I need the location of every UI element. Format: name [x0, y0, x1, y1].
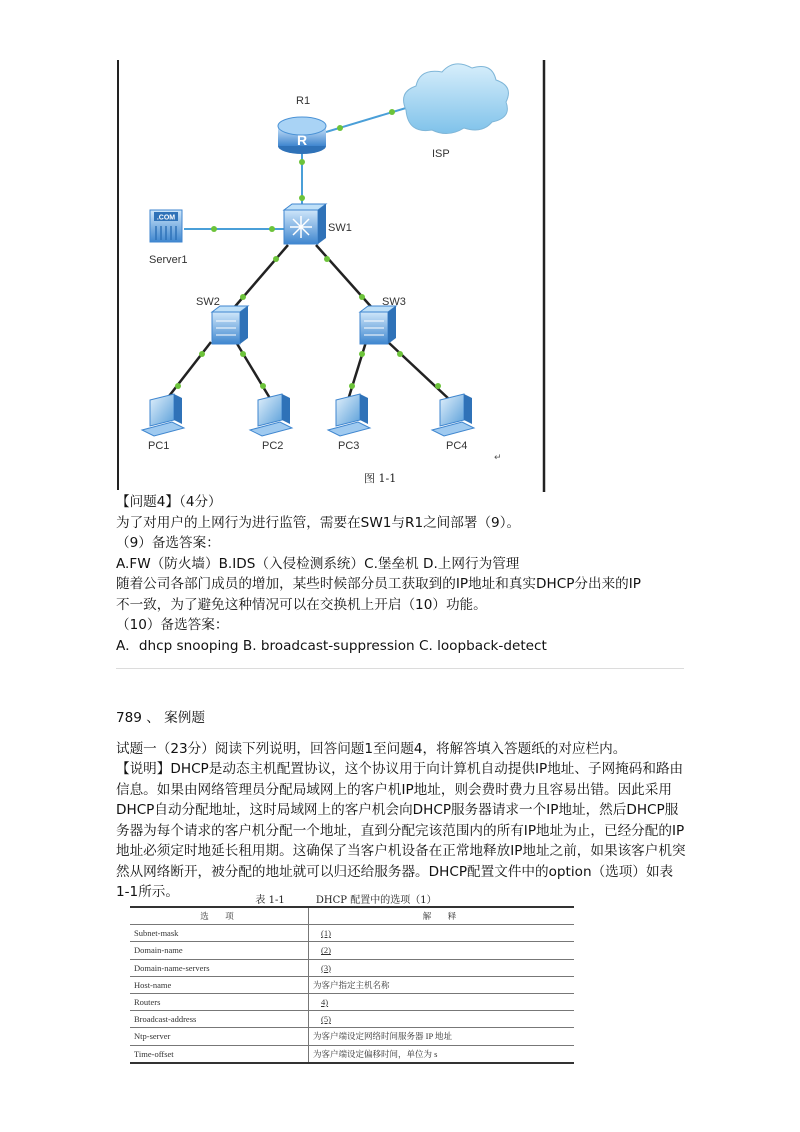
pc-icon-pc3 — [328, 394, 370, 436]
case-description: 【说明】DHCP是动态主机配置协议，这个协议用于向计算机自动提供IP地址、子网掩码和路由信息。如果由网络管理员分配局域网上的客户机IP地址，则会费时费力且容易出错。因此采用DHCP自动分配地址，这时局域网上的客户机会向DHCP服务器请求一个IP地址，然后DHCP服务器为每个请求的客户机分配一个地址，直到分配完该范围内的所有IP地址为止，已经分配的IP地址必须定时地延长租用期。这确保了当客户机设备在正常地释放IP地址之前，如果该客户机突然从网络断开，被分配的地址就可以归还给服务器。DHCP配置文件中的option（选项）如表1-1所示。 — [116, 761, 686, 900]
table-row — [130, 959, 574, 976]
sw1-label: SW1 — [328, 222, 352, 234]
pc1-label: PC1 — [148, 440, 170, 452]
option-cell: Routers — [130, 993, 309, 1010]
r1-label: R1 — [296, 95, 311, 107]
q4-line-2: （9）备选答案： — [116, 535, 220, 551]
sw3-label: SW3 — [382, 296, 406, 308]
link-sw3-pc4 — [388, 342, 450, 400]
description-cell: (2) — [321, 945, 331, 956]
table-row — [130, 925, 574, 942]
table-row — [130, 976, 574, 993]
q4-line-1: 为了对用户的上网行为进行监管，需要在SW1与R1之间部署（9）。 — [116, 514, 521, 531]
switch-icon-sw3 — [360, 306, 396, 344]
server-icon — [150, 210, 182, 242]
option-cell: Domain-name — [130, 942, 309, 959]
question-4-block — [116, 492, 686, 656]
server-screen-text: .COM — [156, 214, 176, 222]
spacer — [116, 729, 686, 739]
table-row — [130, 942, 574, 959]
case-intro: 试题一（23分）阅读下列说明，回答问题1至问题4，将解答填入答题纸的对应栏内。 — [116, 740, 627, 757]
figure-caption: 图 1-1 — [364, 472, 397, 485]
table-row — [130, 993, 574, 1010]
pc-icon-pc1 — [142, 394, 184, 436]
option-cell: Host-name — [130, 976, 309, 993]
header-description: 解 释 — [309, 907, 575, 925]
sw2-label: SW2 — [196, 296, 220, 308]
link-sw1-sw2 — [232, 245, 288, 310]
q4-line-6: （10）备选答案： — [116, 617, 229, 633]
description-cell: (1) — [321, 928, 331, 939]
option-cell: Time-offset — [130, 1045, 309, 1063]
return-mark-icon: ↵ — [494, 453, 502, 463]
link-sw2-pc2 — [236, 342, 271, 400]
link-sw2-pc1 — [166, 342, 211, 400]
option-cell: Broadcast-address — [130, 1011, 309, 1028]
option-cell: Domain-name-servers — [130, 959, 309, 976]
option-cell: Subnet-mask — [130, 925, 309, 942]
network-topology-figure — [116, 60, 548, 492]
table-row — [130, 1045, 574, 1063]
q4-line-7: A．dhcp snooping B. broadcast-suppression C. loopback-detect — [116, 637, 547, 654]
dhcp-options-table — [130, 906, 574, 1064]
router-icon — [278, 117, 326, 154]
table-row — [130, 1028, 574, 1045]
option-cell: Ntp-server — [130, 1028, 309, 1045]
table-number: 表 1-1 — [255, 895, 285, 906]
description-cell: (5) — [321, 1014, 331, 1025]
svg-text:R: R — [296, 132, 308, 148]
isp-cloud-icon — [404, 64, 509, 134]
switch-icon-sw2 — [212, 306, 248, 344]
link-sw1-sw3 — [316, 245, 374, 310]
pc3-label: PC3 — [338, 440, 360, 452]
core-switch-icon — [284, 204, 326, 244]
case-number: 789 、 案例题 — [116, 710, 205, 726]
q4-heading: 【问题4】（4分） — [116, 494, 222, 510]
q4-line-3: A.FW（防火墙）B.IDS（入侵检测系统）C.堡垒机 D.上网行为管理 — [116, 555, 520, 572]
description-cell: 为客户指定主机名称 — [309, 976, 575, 993]
pc-icon-pc2 — [250, 394, 292, 436]
q4-line-4: 随着公司各部门成员的增加，某些时候部分员工获取到的IP地址和真实DHCP分出来的IP — [116, 576, 641, 592]
description-cell: 为客户端设定偏移时间，单位为 s — [309, 1045, 575, 1063]
link-sw3-pc3 — [348, 342, 366, 400]
server1-label: Server1 — [149, 254, 188, 266]
pc4-label: PC4 — [446, 440, 468, 452]
description-cell: 4) — [321, 997, 329, 1008]
q4-line-5: 不一致，为了避免这种情况可以在交换机上开启（10）功能。 — [116, 596, 487, 613]
isp-label: ISP — [432, 148, 450, 160]
section-divider — [116, 668, 684, 669]
table-title: DHCP 配置中的选项（1） — [315, 895, 437, 906]
description-cell: (3) — [321, 962, 331, 973]
table-row — [130, 1011, 574, 1028]
dhcp-options-table-figure — [118, 891, 574, 1063]
case-question-block — [116, 708, 686, 903]
pc2-label: PC2 — [262, 440, 284, 452]
pc-icon-pc4 — [432, 394, 474, 436]
table-caption — [118, 891, 574, 906]
header-option: 选 项 — [130, 907, 309, 925]
description-cell: 为客户端设定网络时间服务器 IP 地址 — [309, 1028, 575, 1045]
table-header-row — [130, 907, 574, 925]
